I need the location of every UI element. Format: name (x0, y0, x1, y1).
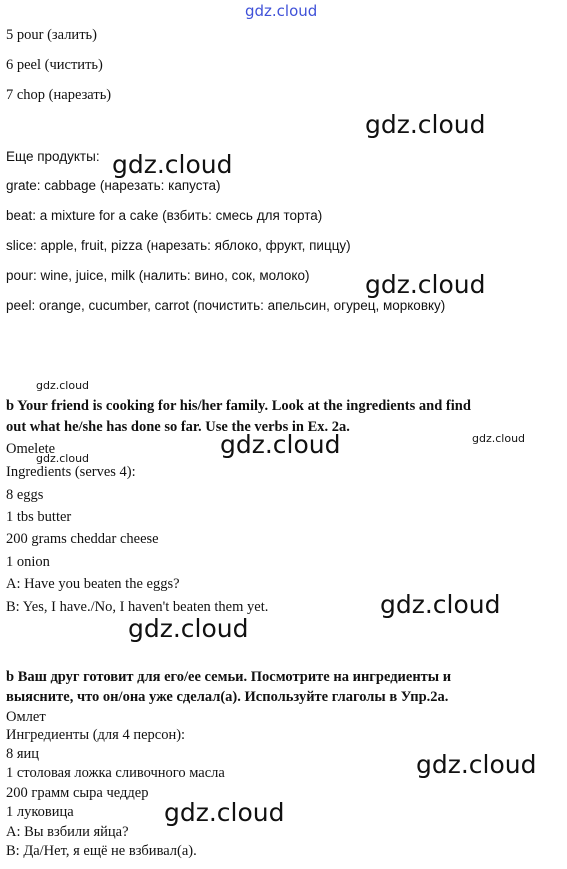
watermark: gdz.cloud (365, 110, 486, 139)
task-ru-ingredients-heading: Ингредиенты (для 4 персон): (6, 727, 186, 743)
verb-item: 5 pour (залить) (6, 27, 97, 43)
task-en-ingredients-heading: Ingredients (serves 4): (6, 464, 136, 480)
product-item: beat: a mixture for a cake (взбить: смесь для торта) (6, 208, 323, 223)
verb-item: 6 peel (чистить) (6, 57, 103, 73)
more-products-heading: Еще продукты: (6, 149, 100, 164)
task-en-dialogue-line: B: Yes, I have./No, I haven't beaten them yet. (6, 599, 269, 615)
task-ru-ingredient: 1 столовая ложка сливочного масла (6, 765, 225, 781)
watermark-small: gdz.cloud (472, 432, 526, 445)
watermark: gdz.cloud (164, 798, 285, 827)
task-ru-ingredient: 200 грамм сыра чеддер (6, 785, 149, 801)
task-en-instruction: b Your friend is cooking for his/her family. Look at the ingredients and find (6, 398, 471, 414)
watermark-small: gdz.cloud (36, 379, 90, 392)
task-ru-dish: Омлет (6, 709, 46, 725)
task-en-ingredient: 200 grams cheddar cheese (6, 531, 159, 547)
task-ru-instruction: выясните, что он/она уже сделал(а). Используйте глаголы в Упр.2а. (6, 689, 449, 705)
task-ru-ingredient: 8 яиц (6, 746, 40, 762)
product-item: pour: wine, juice, milk (налить: вино, сок, молоко) (6, 268, 310, 283)
watermark-top: gdz.cloud (245, 2, 318, 20)
task-en-ingredient: 8 eggs (6, 487, 44, 503)
product-item: peel: orange, cucumber, carrot (почистить: апельсин, огурец, морковку) (6, 298, 446, 313)
watermark: gdz.cloud (365, 270, 486, 299)
task-en-ingredient: 1 onion (6, 554, 50, 570)
task-ru-dialogue-line: А: Вы взбили яйца? (6, 824, 129, 840)
verb-item: 7 chop (нарезать) (6, 87, 112, 103)
watermark: gdz.cloud (380, 590, 501, 619)
watermark: gdz.cloud (128, 614, 249, 643)
task-ru-ingredient: 1 луковица (6, 804, 74, 820)
watermark: gdz.cloud (416, 750, 537, 779)
task-ru-instruction: b Ваш друг готовит для его/ее семьи. Посмотрите на ингредиенты и (6, 669, 452, 685)
watermark-small: gdz.cloud (36, 452, 90, 465)
product-item: grate: cabbage (нарезать: капуста) (6, 178, 221, 193)
task-en-instruction: out what he/she has done so far. Use the verbs in Ex. 2a. (6, 419, 350, 435)
watermark: gdz.cloud (112, 150, 233, 179)
task-en-dialogue-line: A: Have you beaten the eggs? (6, 576, 180, 592)
product-item: slice: apple, fruit, pizza (нарезать: яблоко, фрукт, пиццу) (6, 238, 351, 253)
task-ru-dialogue-line: В: Да/Нет, я ещё не взбивал(а). (6, 843, 197, 859)
task-en-dish: Omelete (6, 441, 56, 457)
task-en-ingredient: 1 tbs butter (6, 509, 72, 525)
watermark: gdz.cloud (220, 430, 341, 459)
